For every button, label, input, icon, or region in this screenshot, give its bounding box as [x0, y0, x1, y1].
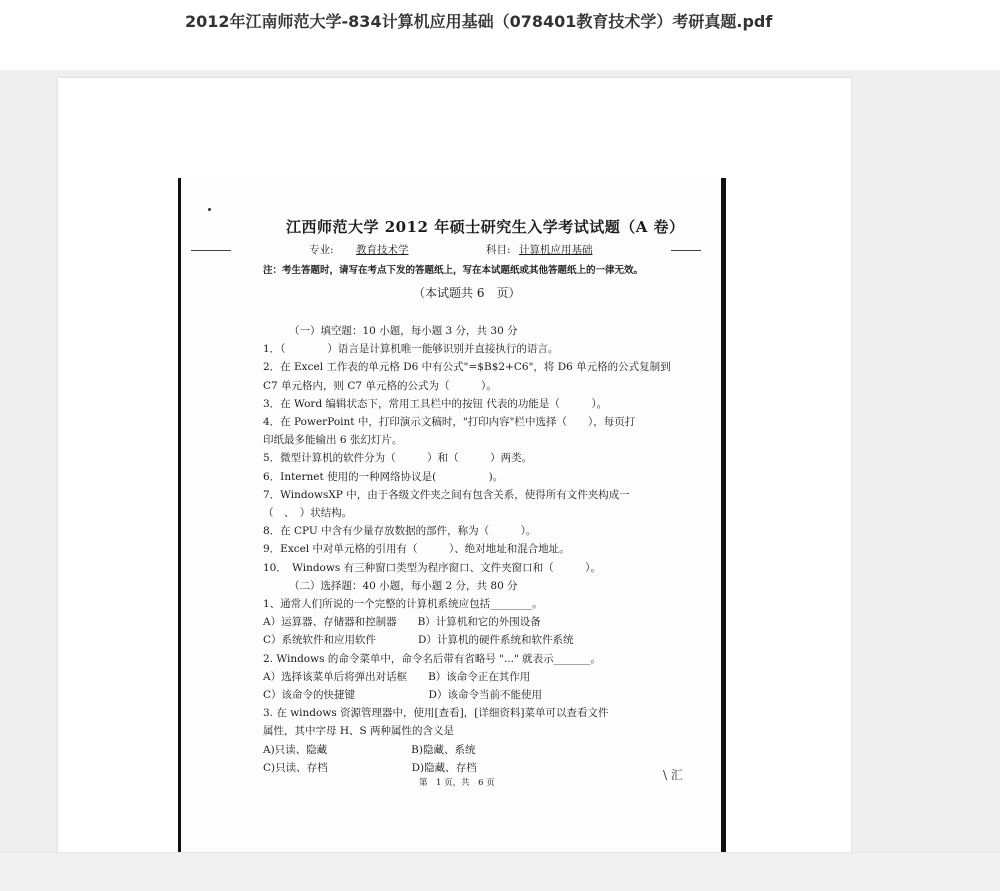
exam-line: C7 单元格内，则 C7 单元格的公式为（ ）。 [263, 379, 497, 392]
exam-page-footer: 第 1 页，共 6 页 [419, 778, 495, 788]
exam-line: C)只读、存档 D)隐藏、存档 [263, 761, 477, 774]
exam-line: 2. Windows 的命令菜单中，命令名后带有省略号 "..." 就表示_______。 [263, 652, 601, 665]
exam-line: （ 、 ）状结构。 [263, 507, 353, 519]
exam-line: A)只读、隐藏 B)隐藏、系统 [263, 743, 476, 756]
exam-line: 2．在 Excel 工作表的单元格 D6 中有公式"=$B$2+C6"，将 D6 单元格的公式复制到 [263, 361, 671, 374]
exam-line: （二）选择题：40 小题，每小题 2 分，共 80 分 [289, 579, 518, 592]
exam-line: 7．WindowsXP 中，由于各级文件夹之间有包含关系，使得所有文件夹构成一 [263, 488, 630, 501]
exam-title: 江西师范大学 2012 年硕士研究生入学考试试题（A 卷） [286, 218, 685, 236]
scan-dash-right [671, 250, 701, 251]
exam-line: 6．Internet 使用的一种网络协议是( )。 [263, 470, 504, 483]
exam-line: 10． Windows 有三种窗口类型为程序窗口、文件夹窗口和（ ）。 [263, 561, 601, 574]
page-count-note: （本试题共 6 页） [413, 286, 521, 300]
exam-line: 9．Excel 中对单元格的引用有（ ）、绝对地址和混合地址。 [263, 543, 570, 556]
scan-dash-left [191, 250, 231, 251]
exam-line: 1、通常人们所说的一个完整的计算机系统应包括________。 [263, 598, 543, 610]
major-label: 专业: [309, 244, 334, 256]
exam-line: 5．微型计算机的软件分为（ ）和（ ）两类。 [263, 452, 533, 465]
pdf-page [58, 78, 851, 858]
subject-label: 科目: [486, 244, 511, 256]
exam-line: （一）填空题：10 小题，每小题 3 分，共 30 分 [289, 325, 518, 337]
exam-line: 3．在 Word 编辑状态下，常用工具栏中的按钮 代表的功能是（ ）。 [263, 397, 608, 410]
scanned-exam-page [178, 178, 726, 858]
scan-speck [208, 208, 211, 211]
exam-line: 属性，其中字母 H、S 两种属性的含义是 [263, 725, 455, 738]
subject-value: 计算机应用基础 [519, 244, 593, 256]
viewer-bottom-bar [0, 852, 1000, 891]
pdf-viewer[interactable] [0, 70, 1000, 890]
exam-line: 3. 在 windows 资源管理器中，使用[查看]，[详细资料]菜单可以查看文件 [263, 707, 609, 720]
document-title: 2012年江南师范大学-834计算机应用基础（078401教育技术学）考研真题.pdf [185, 12, 773, 31]
exam-notice: 注：考生答题时，请写在考点下发的答题纸上，写在本试题纸或其他答题纸上的一律无效。 [263, 265, 644, 276]
exam-line: A）运算器、存储器和控制器 B）计算机和它的外围设备 [263, 616, 541, 629]
exam-line: 印纸最多能输出 6 张幻灯片。 [263, 434, 403, 447]
exam-line: 1．（ ）语言是计算机唯一能够识别并直接执行的语言。 [263, 343, 559, 356]
exam-line: C）该命令的快捷键 D）该命令当前不能使用 [263, 689, 542, 701]
exam-line: C）系统软件和应用软件 D）计算机的硬件系统和软件系统 [263, 634, 574, 647]
margin-mark: \ 汇 [663, 768, 683, 782]
major-value: 教育技术学 [356, 244, 409, 256]
exam-line: 4．在 PowerPoint 中，打印演示文稿时，"打印内容"栏中选择（ ），每页打 [263, 416, 636, 428]
exam-line: 8．在 CPU 中含有少量存放数据的部件，称为（ ）。 [263, 525, 537, 538]
document-header [0, 0, 1000, 70]
exam-line: A）选择该菜单后将弹出对话框 B）该命令正在其作用 [263, 670, 531, 683]
